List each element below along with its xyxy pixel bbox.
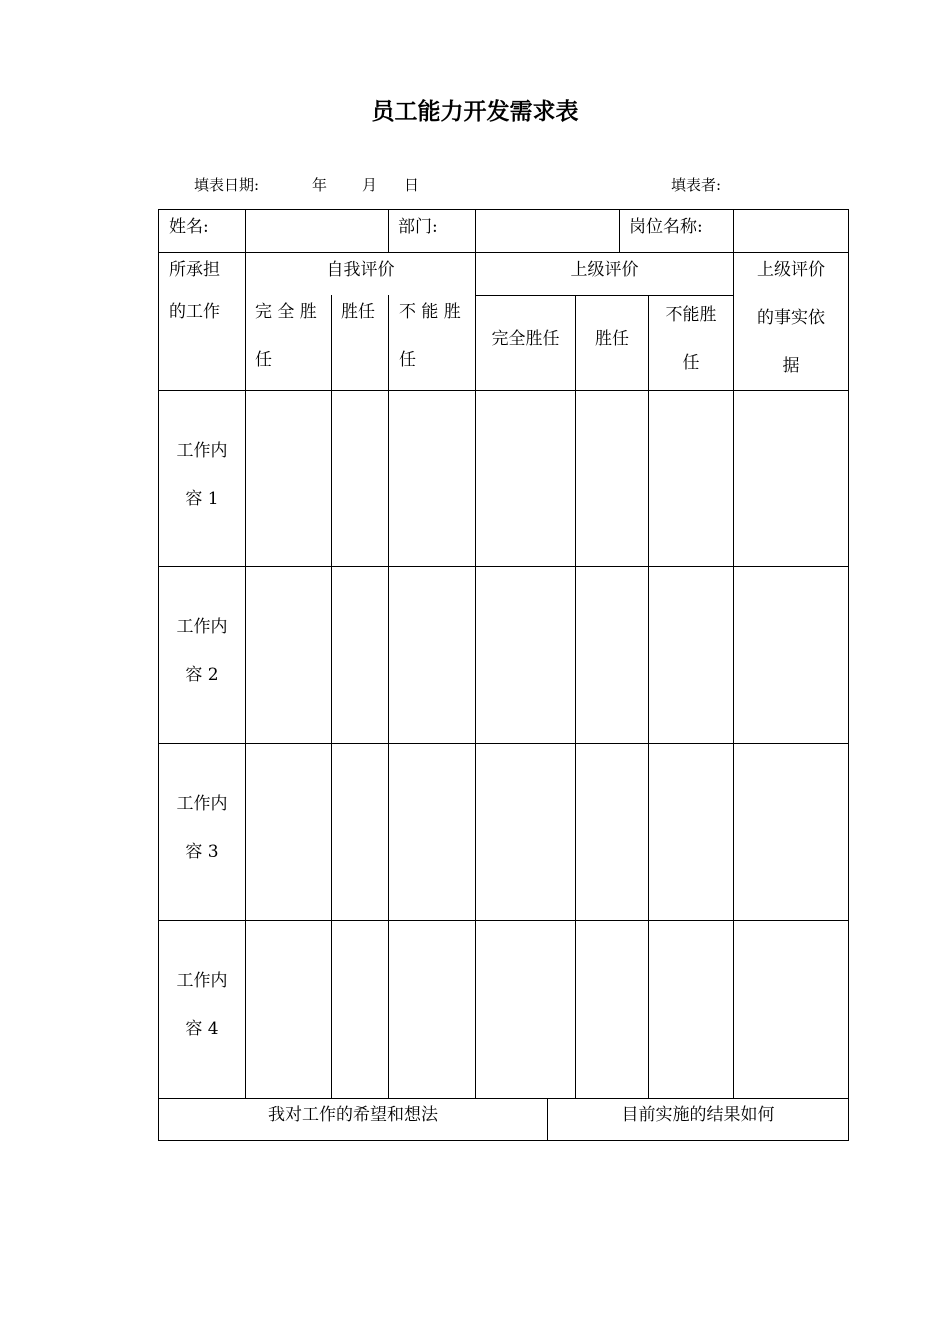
hopes-header: 我对工作的希望和想法: [268, 1105, 438, 1125]
table-rule: [158, 1098, 849, 1099]
superior-competent: 胜任: [595, 329, 629, 349]
self-fully-competent-line1: 完 全 胜: [255, 302, 317, 322]
table-rule: [475, 295, 733, 296]
table-border-bottom: [158, 1140, 849, 1141]
table-border-top: [158, 209, 849, 210]
fill-date-label: 填表日期:: [194, 176, 260, 194]
table-rule: [158, 252, 849, 253]
month-label: 月: [362, 176, 378, 194]
work-content-3-line2: 容 3: [185, 842, 219, 862]
self-fully-competent-line2: 任: [255, 350, 272, 370]
work-content-2-line1: 工作内: [176, 617, 228, 637]
table-rule: [619, 209, 620, 252]
basis-header-line2: 的事实依: [757, 308, 825, 328]
table-rule: [388, 209, 389, 252]
table-rule: [245, 209, 246, 1098]
table-rule: [331, 295, 332, 1098]
position-label: 岗位名称:: [629, 217, 703, 237]
self-competent: 胜任: [341, 302, 375, 322]
self-not-competent-line2: 任: [399, 350, 416, 370]
filler-label: 填表者:: [671, 176, 722, 194]
page-title: 员工能力开发需求表: [371, 99, 579, 125]
work-column-header-line1: 所承担: [169, 260, 220, 280]
work-content-3-line1: 工作内: [176, 794, 228, 814]
work-content-1-line2: 容 1: [185, 489, 219, 509]
table-rule: [158, 390, 849, 391]
table-rule: [733, 209, 734, 1098]
basis-header-line3: 据: [782, 356, 800, 376]
table-rule: [158, 566, 849, 567]
work-content-4-line1: 工作内: [176, 971, 228, 991]
basis-header-line1: 上级评价: [757, 260, 825, 280]
table-rule: [388, 295, 389, 1098]
table-rule: [158, 743, 849, 744]
superior-not-competent-line2: 任: [682, 353, 700, 373]
work-content-4-line2: 容 4: [185, 1019, 219, 1039]
table-rule: [648, 295, 649, 1098]
name-label: 姓名:: [169, 217, 209, 237]
department-label: 部门:: [398, 217, 438, 237]
table-rule: [158, 920, 849, 921]
work-content-1-line1: 工作内: [176, 441, 228, 461]
self-evaluation-header: 自我评价: [326, 260, 395, 280]
work-column-header-line2: 的工作: [169, 302, 220, 322]
table-rule: [575, 295, 576, 1098]
year-label: 年: [312, 176, 328, 194]
self-not-competent-line1: 不 能 胜: [399, 302, 461, 322]
superior-evaluation-header: 上级评价: [570, 260, 639, 280]
superior-not-competent-line1: 不能胜: [665, 305, 717, 325]
table-border-right: [848, 209, 849, 1141]
superior-fully-competent: 完全胜任: [491, 329, 560, 349]
day-label: 日: [404, 176, 420, 194]
results-header: 目前实施的结果如何: [621, 1105, 775, 1125]
work-content-2-line2: 容 2: [185, 665, 219, 685]
